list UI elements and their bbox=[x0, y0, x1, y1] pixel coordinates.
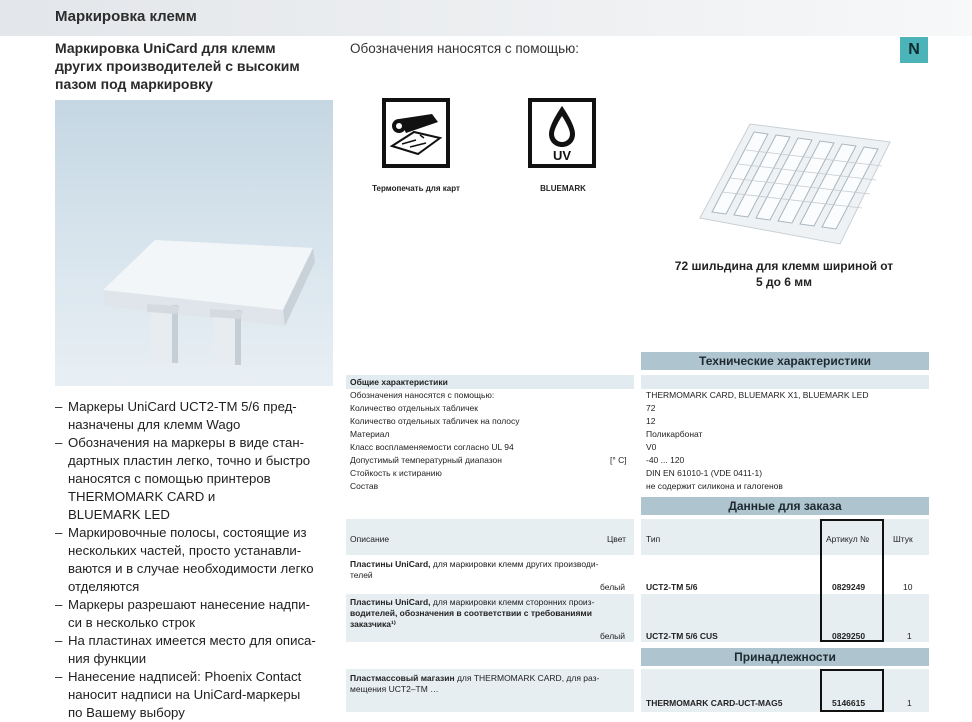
thermal-print-icon bbox=[382, 98, 450, 168]
method-label: Термопечать для карт bbox=[372, 184, 460, 193]
accessory-desc-bold: Пластмассовый магазин bbox=[350, 673, 455, 683]
uv-ink-icon bbox=[528, 98, 596, 168]
tech-row-value: не содержит силикона и галогенов bbox=[646, 481, 783, 491]
tech-row-label: Материал bbox=[350, 429, 390, 439]
list-item-line: – Маркеры UniCard UCT2-TM 5/6 пред- bbox=[68, 399, 297, 414]
tech-row-label: Класс воспламеняемости согласно UL 94 bbox=[350, 442, 514, 452]
product-photo bbox=[55, 100, 333, 386]
marker-card-image bbox=[690, 108, 900, 258]
tech-row-value: THERMOMARK CARD, BLUEMARK X1, BLUEMARK LED bbox=[646, 390, 869, 400]
accessory-desc-line: мещения UCT2–TM … bbox=[350, 684, 439, 694]
list-item-line: назначены для клемм Wago bbox=[68, 417, 241, 432]
tech-row-label: Состав bbox=[350, 481, 379, 491]
accessory-article: 5146615 bbox=[832, 698, 866, 708]
list-item-line: – Обозначения на маркеры в виде стан- bbox=[68, 435, 305, 450]
list-item-line: отделяются bbox=[68, 579, 140, 594]
article-column-frame bbox=[820, 519, 884, 642]
list-item bbox=[55, 596, 345, 632]
list-item-line: си в несколько строк bbox=[68, 615, 196, 630]
card-caption bbox=[664, 258, 904, 290]
tech-heading: Технические характеристики bbox=[641, 352, 929, 370]
order-color: белый bbox=[600, 582, 626, 592]
col-type: Тип bbox=[646, 534, 661, 544]
card-caption-line: 72 шильдина для клемм шириной от bbox=[674, 259, 894, 273]
list-item-line: – На пластинах имеется место для описа- bbox=[68, 633, 316, 648]
tech-row-value: -40 ... 120 bbox=[646, 455, 685, 465]
tech-row-label: Допустимый температурный диапазон bbox=[350, 455, 502, 465]
methods-title: Обозначения наносятся с помощью: bbox=[350, 41, 579, 56]
col-article: Артикул № bbox=[826, 534, 870, 544]
tech-row-unit: [° C] bbox=[610, 455, 627, 465]
order-header-band bbox=[346, 519, 634, 555]
accessory-type: THERMOMARK CARD-UCT-MAG5 bbox=[646, 698, 783, 708]
order-type: UCT2-TM 5/6 bbox=[646, 582, 698, 592]
marker-card-icon bbox=[690, 108, 900, 258]
col-qty: Штук bbox=[893, 534, 913, 544]
col-desc: Описание bbox=[350, 534, 390, 544]
list-item-line: ваются и в случае необходимости легко bbox=[68, 561, 314, 576]
order-desc-line: водителей, обозначения в соответствии с требованиями bbox=[350, 608, 592, 618]
list-item-line: дартных пластин легко, точно и быстро bbox=[68, 453, 311, 468]
list-item-line: по Вашему выбору bbox=[68, 705, 185, 720]
tech-row-value: Поликарбонат bbox=[646, 429, 703, 439]
col-color: Цвет bbox=[607, 534, 627, 544]
marker-photo-icon bbox=[55, 100, 333, 386]
order-header-band bbox=[641, 519, 929, 555]
tech-section-title: Общие характеристики bbox=[350, 377, 448, 387]
uv-label: UV bbox=[552, 148, 572, 163]
product-title bbox=[55, 39, 335, 93]
article-column-frame bbox=[820, 669, 884, 712]
order-qty: 10 bbox=[903, 582, 913, 592]
list-item bbox=[55, 668, 345, 722]
order-desc-line: телей bbox=[350, 570, 373, 580]
order-desc: для маркировки клемм других производи- bbox=[430, 559, 599, 569]
tech-row-value: DIN EN 61010-1 (VDE 0411-1) bbox=[646, 468, 763, 478]
list-item-line: наносит надписи на UniCard-маркеры bbox=[68, 687, 301, 702]
table-row bbox=[350, 597, 594, 607]
list-item bbox=[55, 524, 345, 596]
list-item-line: нескольких частей, просто устанавли- bbox=[68, 543, 302, 558]
list-item-line: – Маркеры разрешают нанесение надпи- bbox=[68, 597, 311, 612]
order-heading: Данные для заказа bbox=[641, 497, 929, 515]
accessory-desc: для THERMOMARK CARD, для раз- bbox=[454, 673, 600, 683]
tech-row-value: 12 bbox=[646, 416, 656, 426]
accessory-qty: 1 bbox=[907, 698, 912, 708]
product-title-line: других производителей с высоким bbox=[55, 58, 300, 74]
order-desc-line: заказчика¹⁾ bbox=[350, 619, 396, 629]
order-type: UCT2-TM 5/6 CUS bbox=[646, 631, 718, 641]
feature-list bbox=[55, 398, 345, 722]
tech-row-label: Обозначения наносятся с помощью: bbox=[350, 390, 495, 400]
tech-row-label: Стойкость к истиранию bbox=[350, 468, 442, 478]
table-row bbox=[350, 559, 598, 569]
tech-row-label: Количество отдельных табличек bbox=[350, 403, 478, 413]
order-desc-bold: Пластины UniCard, bbox=[350, 559, 431, 569]
order-qty: 1 bbox=[907, 631, 912, 641]
order-article: 0829250 bbox=[832, 631, 866, 641]
page-title: Маркировка клемм bbox=[55, 8, 197, 25]
header-bar bbox=[0, 0, 972, 36]
card-caption-line: 5 до 6 мм bbox=[755, 275, 813, 289]
section-badge: N bbox=[900, 37, 928, 63]
accessories-heading: Принадлежности bbox=[641, 648, 929, 666]
order-desc: для маркировки клемм сторонних произ- bbox=[430, 597, 595, 607]
list-item bbox=[55, 398, 345, 434]
list-item bbox=[55, 434, 345, 524]
tech-row-label: Количество отдельных табличек на полосу bbox=[350, 416, 520, 426]
list-item-line: THERMOMARK CARD и bbox=[68, 489, 216, 504]
tech-subband bbox=[641, 375, 929, 389]
product-title-line: Маркировка UniCard для клемм bbox=[55, 40, 276, 56]
list-item-line: ния функции bbox=[68, 651, 147, 666]
order-color: белый bbox=[600, 631, 626, 641]
list-item-line: BLUEMARK LED bbox=[68, 507, 170, 522]
list-item-line: наносятся с помощью принтеров bbox=[68, 471, 271, 486]
tech-row-value: V0 bbox=[646, 442, 657, 452]
table-row bbox=[350, 673, 599, 683]
method-label: BLUEMARK bbox=[540, 184, 586, 193]
order-desc-bold: Пластины UniCard, bbox=[350, 597, 431, 607]
product-title-line: пазом под маркировку bbox=[55, 76, 213, 92]
list-item bbox=[55, 632, 345, 668]
list-item-line: – Нанесение надписей: Phoenix Contact bbox=[68, 669, 302, 684]
order-article: 0829249 bbox=[832, 582, 866, 592]
list-item-line: – Маркировочные полосы, состоящие из bbox=[68, 525, 307, 540]
tech-row-value: 72 bbox=[646, 403, 656, 413]
